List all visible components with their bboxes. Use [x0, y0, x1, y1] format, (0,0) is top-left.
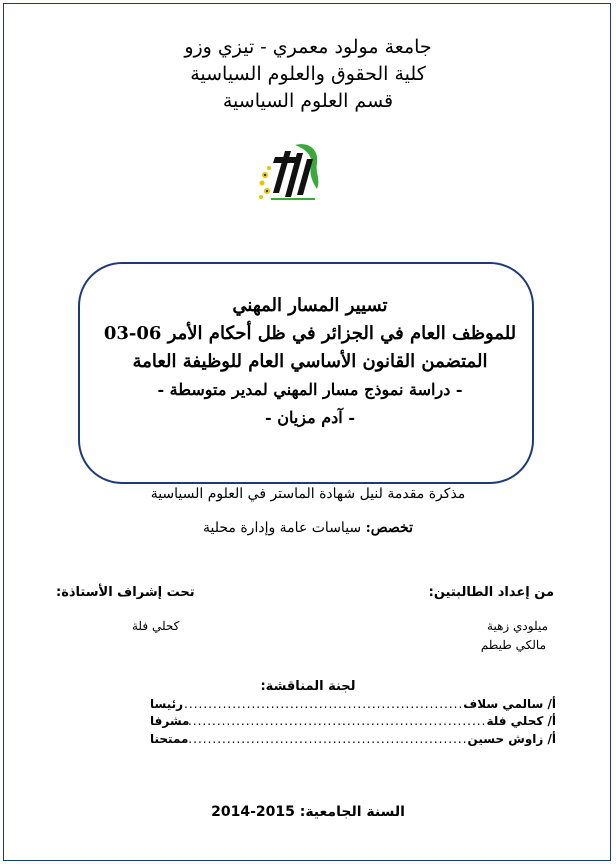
student-name-2: مالكي طيطم — [480, 638, 546, 652]
academic-year — [0, 804, 616, 820]
students-label: من إعداد الطالبتين: — [428, 585, 554, 600]
specialty-value: سياسات عامة وإدارة محلية — [203, 520, 366, 536]
committee-member-1 — [150, 697, 556, 711]
academic-year-value: 2015-2014 — [211, 804, 300, 820]
committee-member-role: مشرفا — [150, 714, 190, 728]
title-line-2: للموظف العام في الجزائر في ظل أحكام الأمر 06-03 — [103, 323, 517, 344]
specialty — [0, 520, 616, 536]
committee-member-role: ممتحنا — [150, 732, 189, 746]
title-line-1: تسيير المسار المهني — [232, 295, 388, 316]
committee-label: لجنة المناقشة: — [260, 679, 356, 694]
supervisor-name: كحلي فلة — [132, 619, 180, 633]
student-name-1: ميلودي زهية — [487, 619, 548, 633]
title-line-3: المتضمن القانون الأساسي العام للوظيفة العامة — [132, 351, 488, 372]
committee-member-role: رئيسا — [150, 697, 184, 711]
memo-description: مذكرة مقدمة لنيل شهادة الماستر في العلوم السياسية — [150, 486, 466, 502]
committee-member-name: أ/ زاوش حسين — [467, 732, 556, 746]
university-logo-icon — [255, 135, 327, 213]
supervisor-label: تحت إشراف الأستاذة: — [56, 585, 195, 600]
academic-year-label: السنة الجامعية: — [299, 804, 405, 820]
thesis-title — [70, 292, 550, 432]
committee-member-3 — [150, 732, 556, 746]
title-line-5: - آدم مزيان - — [265, 408, 355, 427]
committee-member-name: أ/ سالمي سلاف — [463, 697, 556, 711]
committee-member-name: أ/ كحلي فلة — [486, 714, 556, 728]
header — [0, 34, 616, 115]
title-line-4: - دراسة نموذج مسار المهني لمدير متوسطة - — [157, 380, 463, 399]
specialty-label: تخصص: — [365, 520, 413, 536]
university-name: جامعة مولود معمري - تيزي وزو — [184, 36, 432, 58]
department-name: قسم العلوم السياسية — [222, 90, 394, 112]
committee-member-2 — [150, 714, 556, 728]
faculty-name: كلية الحقوق والعلوم السياسية — [190, 63, 426, 85]
